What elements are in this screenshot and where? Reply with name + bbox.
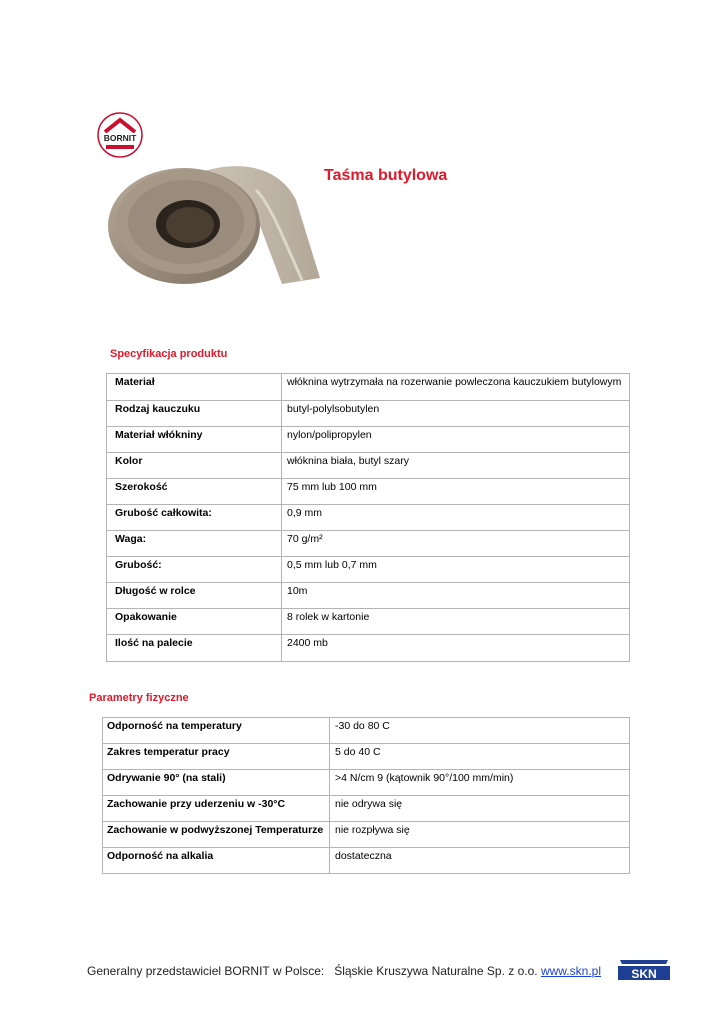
spec-table (106, 373, 630, 662)
spec-value-width: 75 mm lub 100 mm (282, 479, 630, 505)
spec-label-material: Materiał (107, 374, 282, 401)
table-row (103, 796, 630, 822)
phys-value-peel: >4 N/cm 9 (kątownik 90°/100 mm/min) (330, 770, 630, 796)
table-row (103, 770, 630, 796)
spec-value-packaging: 8 rolek w kartonie (282, 609, 630, 635)
table-row (107, 609, 630, 635)
spec-label-thickness: Grubość: (107, 557, 282, 583)
table-row (107, 374, 630, 401)
spec-label-rubber-type: Rodzaj kauczuku (107, 401, 282, 427)
svg-text:SKN: SKN (631, 967, 657, 981)
footer-text: Generalny przedstawiciel BORNIT w Polsce: Śląskie Kruszywa Naturalne Sp. z o.o. (87, 964, 541, 978)
physical-params-table (102, 717, 630, 874)
table-row (107, 583, 630, 609)
footer-website-link[interactable]: www.skn.pl (540, 964, 601, 978)
spec-section-heading: Specyfikacja produktu (110, 348, 228, 360)
phys-label-high-temp: Zachowanie w podwyższonej Temperaturze (103, 822, 330, 848)
table-row (107, 453, 630, 479)
table-row (107, 479, 630, 505)
table-row (103, 718, 630, 744)
spec-value-thickness: 0,5 mm lub 0,7 mm (282, 557, 630, 583)
spec-value-weight: 70 g/m² (282, 531, 630, 557)
spec-label-weight: Waga: (107, 531, 282, 557)
table-row (103, 848, 630, 874)
table-row (107, 635, 630, 662)
phys-value-temp-resistance: -30 do 80 C (330, 718, 630, 744)
spec-label-width: Szerokość (107, 479, 282, 505)
phys-label-working-temp: Zakres temperatur pracy (103, 744, 330, 770)
spec-value-color: włóknina biała, butyl szary (282, 453, 630, 479)
physical-section-heading: Parametry fizyczne (89, 692, 189, 704)
phys-label-impact: Zachowanie przy uderzeniu w -30°C (103, 796, 330, 822)
spec-label-fabric: Materiał włókniny (107, 427, 282, 453)
skn-logo (616, 958, 672, 982)
spec-value-roll-length: 10m (282, 583, 630, 609)
spec-label-packaging: Opakowanie (107, 609, 282, 635)
footer (87, 964, 601, 978)
spec-label-roll-length: Długość w rolce (107, 583, 282, 609)
phys-value-alkali: dostateczna (330, 848, 630, 874)
table-row (107, 505, 630, 531)
phys-label-alkali: Odporność na alkalia (103, 848, 330, 874)
spec-value-fabric: nylon/polipropylen (282, 427, 630, 453)
table-row (103, 744, 630, 770)
spec-label-total-thickness: Grubość całkowita: (107, 505, 282, 531)
table-row (107, 557, 630, 583)
phys-value-high-temp: nie rozpływa się (330, 822, 630, 848)
spec-value-material: włóknina wytrzymała na rozerwanie powleczona kauczukiem butylowym (282, 374, 630, 401)
spec-value-pallet-qty: 2400 mb (282, 635, 630, 662)
spec-label-color: Kolor (107, 453, 282, 479)
spec-value-total-thickness: 0,9 mm (282, 505, 630, 531)
table-row (103, 822, 630, 848)
spec-label-pallet-qty: Ilość na palecie (107, 635, 282, 662)
phys-value-working-temp: 5 do 40 C (330, 744, 630, 770)
phys-label-temp-resistance: Odporność na temperatury (103, 718, 330, 744)
phys-label-peel: Odrywanie 90° (na stali) (103, 770, 330, 796)
phys-value-impact: nie odrywa się (330, 796, 630, 822)
spec-value-rubber-type: butyl-polylsobutylen (282, 401, 630, 427)
table-row (107, 427, 630, 453)
product-image-tape-roll (106, 150, 322, 288)
product-title: Taśma butylowa (324, 167, 448, 184)
table-row (107, 531, 630, 557)
table-row (107, 401, 630, 427)
svg-text:BORNIT: BORNIT (103, 133, 137, 143)
